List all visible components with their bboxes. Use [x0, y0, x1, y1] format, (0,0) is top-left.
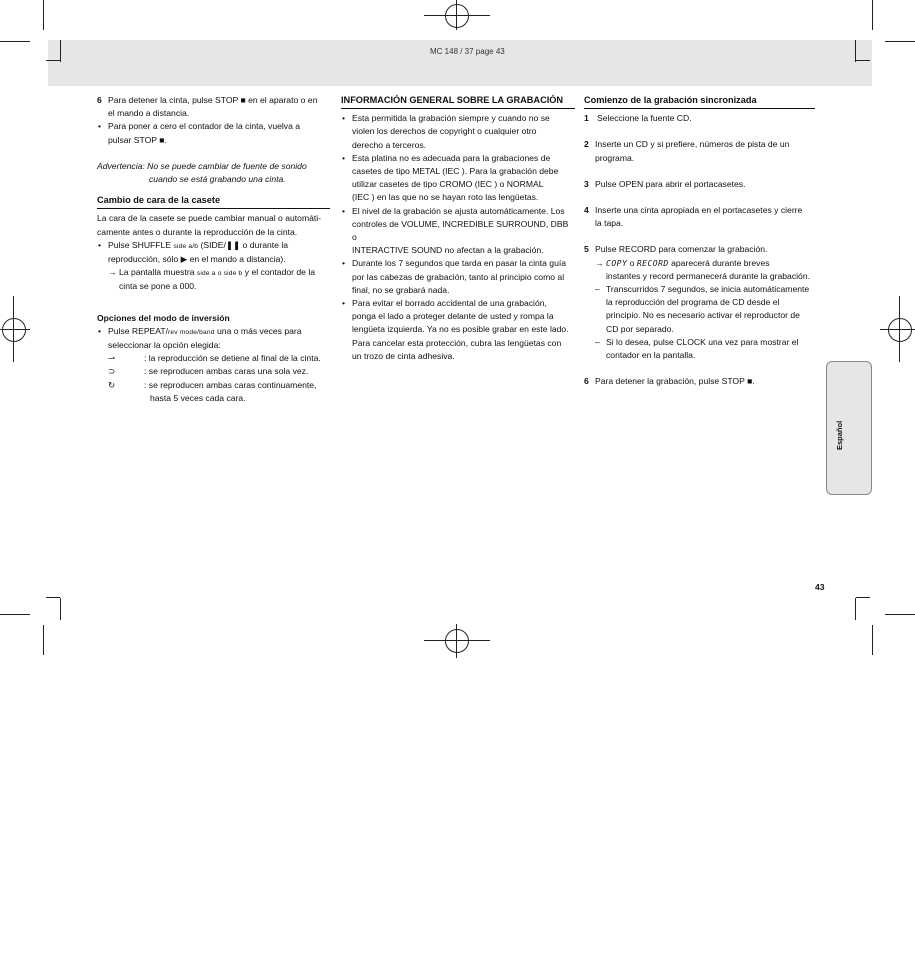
crop-mark	[46, 597, 60, 598]
display-copy: COPY	[606, 258, 628, 268]
text-line: pulsar STOP ■.	[108, 134, 167, 145]
text-line: lengüeta izquierda. Ya no es posible grabar en este lado.	[352, 324, 569, 335]
text-line: Esta platina no es adecuada para la grabaciones de	[352, 152, 551, 163]
mode-one-way-icon: ⇀	[108, 353, 116, 364]
text-line: Esta permitida la grabación siempre y cuando no se	[352, 113, 550, 124]
text-line: contador en la pantalla.	[606, 350, 696, 361]
bullet: •	[342, 258, 346, 269]
bullet: •	[342, 205, 346, 216]
warning-note: Advertencia: No se puede cambiar de fuente de sonido	[97, 160, 307, 171]
text: aparecerá durante breves	[668, 257, 770, 268]
crop-mark	[60, 598, 61, 620]
text: o	[627, 257, 637, 268]
bullet-list	[341, 112, 575, 363]
crop-mark	[43, 625, 44, 655]
bullet-item	[341, 205, 575, 258]
text-line: : se reproducen ambas caras una sola vez.	[144, 366, 309, 377]
bullet: •	[98, 239, 102, 250]
crop-mark	[885, 41, 915, 42]
text-line: Para evitar el borrado accidental de una grabación,	[352, 298, 547, 309]
text-line: hasta 5 veces cada cara.	[150, 392, 246, 403]
mode-option	[97, 379, 330, 405]
text-line: por las cabezas de grabación, tanto al principio como al	[352, 271, 565, 282]
page-number: 43	[815, 582, 825, 592]
crop-mark	[855, 40, 856, 62]
text-line: la tapa.	[595, 218, 624, 229]
text: Pulse REPEAT/	[108, 325, 169, 336]
mode-both-sides-icon: ⊃	[108, 366, 116, 377]
column-left	[97, 94, 330, 405]
bullet-item	[341, 257, 575, 297]
text-line	[119, 266, 330, 280]
text-line: La cara de la casete se puede cambiar manual o automáti-	[97, 213, 322, 224]
text-line: derecho a terceros.	[352, 139, 427, 150]
text: Pulse SHUFFLE	[108, 239, 174, 250]
section-heading: Cambio de cara de la casete	[97, 194, 330, 209]
text-line	[108, 239, 330, 253]
step-2	[584, 138, 815, 164]
registration-mark	[445, 629, 469, 653]
crop-mark	[855, 598, 856, 620]
step-6	[584, 375, 815, 388]
crop-mark	[856, 597, 870, 598]
registration-mark	[888, 318, 912, 342]
step-number: 5	[584, 244, 589, 255]
step-4	[584, 204, 815, 230]
language-label: Español	[835, 420, 844, 450]
step-number: 2	[584, 139, 589, 150]
registration-line	[456, 624, 457, 658]
small-caps: side a/b	[173, 242, 199, 250]
text-line: un trozo de cinta adhesiva.	[352, 350, 455, 361]
crop-mark	[0, 41, 30, 42]
text-line: Para poner a cero el contador de la cinta, vuelva a	[108, 121, 301, 132]
text-line: programa.	[595, 152, 635, 163]
mode-option	[97, 352, 330, 365]
bullet: •	[342, 152, 346, 163]
crop-mark	[872, 625, 873, 655]
text-line: : se reproducen ambas caras continuamente,	[144, 379, 317, 390]
dash-item	[584, 336, 815, 362]
text-line: Para detener la cinta, pulse STOP ■ en el aparato o en	[108, 95, 318, 105]
text-line: Durante los 7 segundos que tarda en pasar la cinta guía	[352, 258, 567, 269]
small-caps: rev mode/band	[168, 328, 215, 336]
text-line: violen los derechos de copyright o cualquier otro	[352, 126, 537, 137]
section-heading: INFORMACIÓN GENERAL SOBRE LA GRABACIÓN	[341, 94, 575, 109]
column-right	[584, 94, 815, 388]
registration-line	[880, 329, 915, 330]
language-tab	[826, 361, 872, 495]
text-line: principio. No es necesario activar el reproductor de	[606, 310, 800, 321]
text-line: CD por separado.	[606, 323, 674, 334]
text: La pantalla muestra	[119, 267, 197, 278]
text-line: final, no se grabará nada.	[352, 284, 450, 295]
text: una o más veces para	[214, 325, 302, 336]
text-line: la reproducción del programa de CD desde el	[606, 297, 780, 308]
registration-line	[424, 640, 490, 641]
text-line: controles de VOLUME, INCREDIBLE SURROUND, DBB o	[352, 218, 569, 243]
text-line: El nivel de la grabación se ajusta automáticamente. Los	[352, 205, 565, 216]
mode-option	[97, 365, 330, 378]
text-line: casetes de tipo METAL (IEC ). Para la grabación debe	[352, 166, 559, 177]
text-line: Para detener la grabación, pulse STOP ■.	[595, 376, 755, 387]
crop-mark	[885, 614, 915, 615]
text-line: seleccionar la opción elegida:	[108, 340, 221, 351]
sub-heading: Opciones del modo de inversión	[97, 312, 230, 323]
arrow-icon: →	[595, 257, 604, 268]
text-line: camente antes o durante la reproducción de la cinta.	[97, 226, 298, 237]
dash: –	[595, 284, 600, 295]
step-number: 4	[584, 205, 589, 216]
step-number: 6	[97, 95, 102, 105]
registration-mark	[445, 4, 469, 28]
text-line	[606, 257, 815, 270]
text-line: Transcurridos 7 segundos, se inicia automáticamente	[606, 284, 810, 295]
text-line: instantes y record permanecerá durante la grabación.	[606, 270, 810, 281]
text-line: Inserte un CD y si prefiere, números de pista de un	[595, 139, 790, 150]
registration-line	[424, 15, 490, 16]
text-line: reproducción, sólo ▶ en el mando a distancia).	[108, 254, 286, 265]
crop-mark	[60, 40, 61, 62]
text-line: el mando a distancia.	[108, 108, 190, 119]
crop-mark	[46, 60, 60, 61]
result-line	[584, 257, 815, 283]
text-line: INTERACTIVE SOUND no afectan a la grabación.	[352, 245, 544, 256]
crop-mark	[856, 60, 870, 61]
text-line: Inserte una cinta apropiada en el portacasetes y cierre	[595, 205, 803, 216]
text-line: Para cancelar esta protección, cubra las lengüetas con	[352, 337, 562, 348]
column-middle	[341, 94, 575, 363]
display-record: RECORD	[636, 258, 669, 268]
text-line: (IEC ) en las que no se hayan roto las lengüetas.	[352, 192, 539, 203]
step-number: 6	[584, 376, 589, 387]
bullet: •	[98, 325, 102, 336]
text-line	[108, 325, 330, 339]
bullet-item	[341, 112, 575, 152]
bullet: •	[98, 121, 102, 132]
warning-note: cuando se está grabando una cinta.	[149, 174, 286, 185]
text-line: Pulse RECORD para comenzar la grabación.	[595, 244, 768, 255]
text-line: Pulse OPEN para abrir el portacasetes.	[595, 178, 746, 189]
step-1	[584, 112, 815, 125]
step-number: 3	[584, 178, 589, 189]
bullet-item	[97, 325, 330, 352]
text-line: Seleccione la fuente CD.	[597, 113, 692, 124]
text-line: ponga el lado a proteger delante de usted y rompa la	[352, 311, 554, 322]
step-3	[584, 178, 815, 191]
small-caps: side a	[196, 270, 216, 278]
dash: –	[595, 336, 600, 347]
dash-item	[584, 283, 815, 336]
crop-mark	[872, 0, 873, 30]
small-caps: o	[215, 270, 224, 278]
text-line: cinta se pone a 000.	[119, 281, 197, 292]
mode-continuous-icon: ↻	[108, 379, 116, 390]
arrow-icon: →	[108, 267, 117, 278]
text-line: : la reproducción se detiene al final de la cinta.	[144, 353, 321, 364]
bullet-item	[97, 239, 330, 266]
step-number: 1	[584, 113, 589, 124]
text: (SIDE/❚❚ o durante la	[198, 239, 289, 250]
section-heading: Comienzo de la grabación sincronizada	[584, 94, 815, 109]
bullet-item	[97, 120, 330, 146]
crop-mark	[0, 614, 30, 615]
bullet: •	[342, 113, 346, 124]
registration-line	[0, 329, 30, 330]
text-line: Si lo desea, pulse CLOCK una vez para mostrar el	[606, 336, 799, 347]
page-header: MC 148 / 37 page 43	[430, 47, 505, 56]
step-6	[97, 94, 330, 120]
bullet: •	[342, 298, 346, 309]
small-caps: side b	[223, 270, 243, 278]
step-5	[584, 243, 815, 256]
bullet-item	[341, 152, 575, 205]
bullet-item	[341, 297, 575, 363]
text: y el contador de la	[242, 267, 316, 278]
text-line: utilizar casetes de tipo CROMO (IEC ) o NORMAL	[352, 179, 544, 190]
registration-mark	[2, 318, 26, 342]
crop-mark	[43, 0, 44, 30]
result-line	[97, 266, 330, 293]
